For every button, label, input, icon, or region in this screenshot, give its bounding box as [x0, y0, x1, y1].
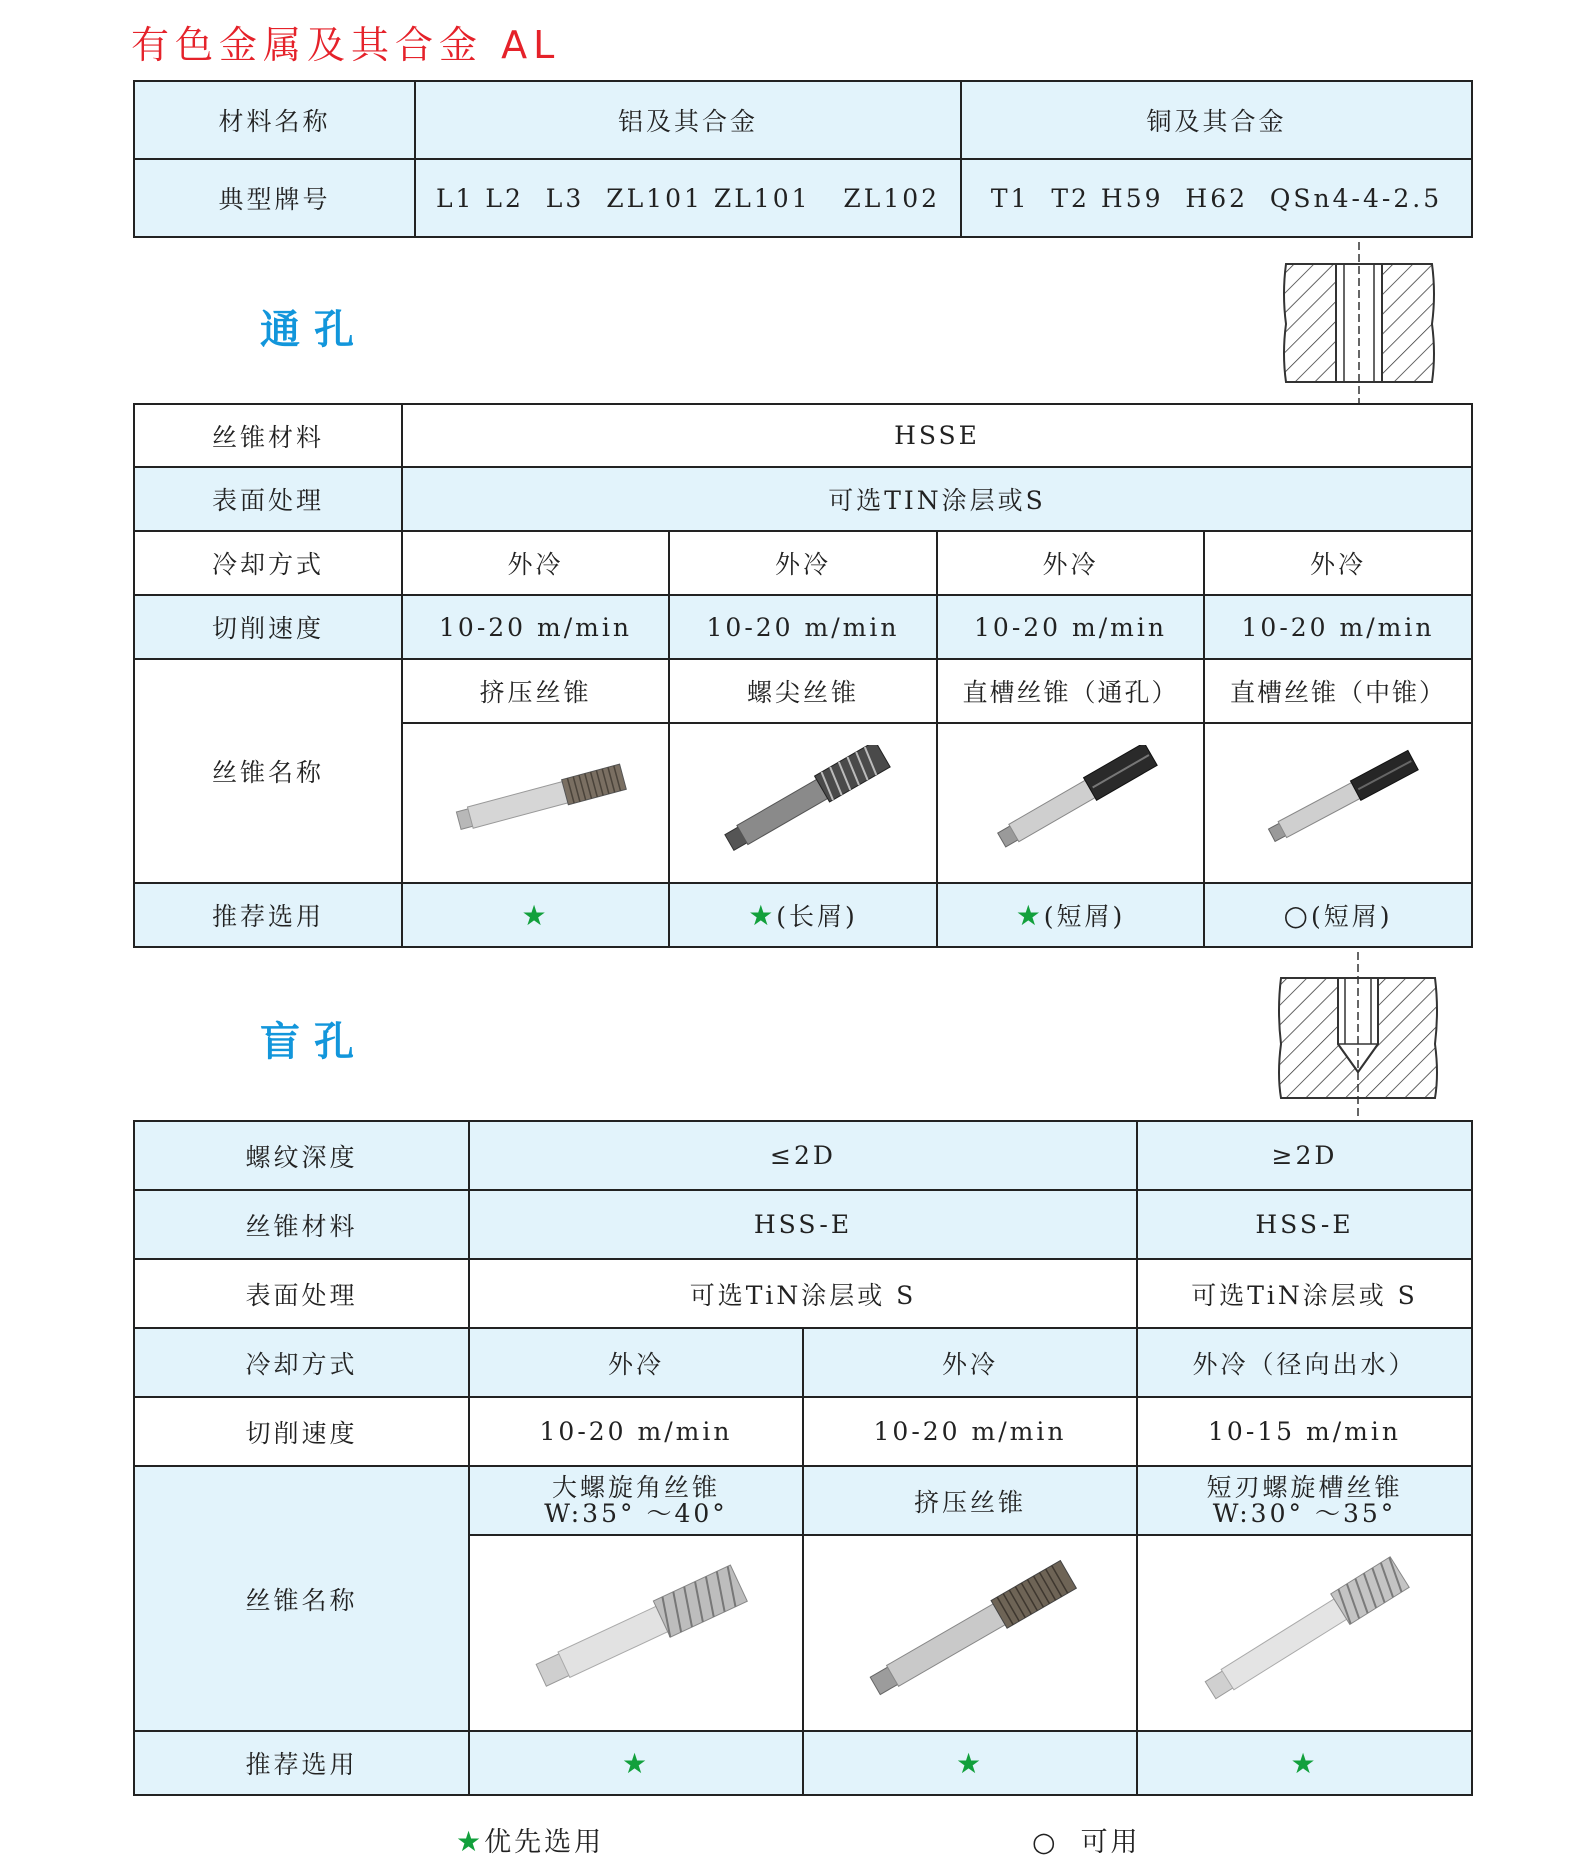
cooling-row: [134, 531, 1472, 595]
circle-icon: ○: [1283, 899, 1311, 932]
forming-tap-blind-image: [803, 1535, 1137, 1731]
star-icon: ★: [521, 898, 550, 932]
copper-grades-cell: T1 T2 H59 H62 QSn4-4-2.5: [961, 159, 1472, 237]
through-hole-table: [133, 403, 1473, 948]
surface-treatment-label: 表面处理: [134, 467, 402, 531]
tap-name-label: 丝锥名称: [134, 1466, 469, 1731]
surface-treatment-cell: 可选TiN涂层或 S: [469, 1259, 1137, 1328]
surface-treatment-row: [134, 1259, 1472, 1328]
cooling-cell: 外冷: [1204, 531, 1472, 595]
tap-name-cell: 短刃螺旋槽丝锥 W:30° ～35°: [1137, 1466, 1472, 1535]
typical-grade-label: 典型牌号: [134, 159, 415, 237]
through-hole-section-title: 通孔: [260, 307, 368, 353]
typical-grade-row: [134, 159, 1472, 237]
tap-material-label: 丝锥材料: [134, 1190, 469, 1259]
cutting-speed-label: 切削速度: [134, 595, 402, 659]
recommend-label: 推荐选用: [134, 883, 402, 947]
depth-cell: ≥2D: [1137, 1121, 1472, 1190]
circle-icon: ○: [1032, 1827, 1059, 1858]
surface-treatment-label: 表面处理: [134, 1259, 469, 1328]
tap-name-cell: 直槽丝锥（通孔）: [937, 659, 1204, 723]
cutting-speed-label: 切削速度: [134, 1397, 469, 1466]
star-icon: ★: [1015, 899, 1044, 932]
material-name-label: 材料名称: [134, 81, 415, 159]
tap-name-row: [134, 1466, 1472, 1535]
star-icon: ★: [456, 1825, 485, 1858]
short-spiral-flute-tap-image: [1137, 1535, 1472, 1731]
cooling-cell: 外冷: [669, 531, 937, 595]
tap-material-label: 丝锥材料: [134, 404, 402, 467]
speed-cell: 10-20 m/min: [402, 595, 669, 659]
cooling-cell: 外冷（径向出水）: [1137, 1328, 1472, 1397]
surface-treatment-cell: 可选TiN涂层或 S: [1137, 1259, 1472, 1328]
tap-material-row: [134, 404, 1472, 467]
material-name-row: [134, 81, 1472, 159]
legend-preferred: ★优先选用: [456, 1825, 605, 1858]
star-icon: ★: [748, 899, 777, 932]
tap-name-cell: 挤压丝锥: [402, 659, 669, 723]
recommend-label: 推荐选用: [134, 1731, 469, 1795]
tap-name-label: 丝锥名称: [134, 659, 402, 883]
tap-material-row: [134, 1190, 1472, 1259]
page-title: 有色金属及其合金 AL: [131, 23, 561, 67]
cooling-row: [134, 1328, 1472, 1397]
recommend-row: [134, 883, 1472, 947]
surface-treatment-row: [134, 467, 1472, 531]
recommend-cell: ★(短屑): [937, 883, 1204, 947]
tap-material-value: HSSE: [402, 404, 1472, 467]
recommend-cell: ★(长屑): [669, 883, 937, 947]
tap-name-cell: 大螺旋角丝锥 W:35° ～40°: [469, 1466, 803, 1535]
straight-flute-intermediate-tap-image: [1204, 723, 1472, 883]
aluminum-alloy-cell: 铝及其合金: [415, 81, 961, 159]
material-table: [133, 80, 1473, 238]
spiral-point-tap-image: [669, 723, 937, 883]
thread-depth-row: [134, 1121, 1472, 1190]
cutting-speed-row: [134, 1397, 1472, 1466]
speed-cell: 10-15 m/min: [1137, 1397, 1472, 1466]
straight-flute-through-tap-image: [937, 723, 1204, 883]
cooling-cell: 外冷: [402, 531, 669, 595]
tap-name-cell: 挤压丝锥: [803, 1466, 1137, 1535]
speed-cell: 10-20 m/min: [803, 1397, 1137, 1466]
speed-cell: 10-20 m/min: [469, 1397, 803, 1466]
recommend-cell: [1137, 1731, 1472, 1795]
speed-cell: 10-20 m/min: [1204, 595, 1472, 659]
tap-material-cell: HSS-E: [1137, 1190, 1472, 1259]
blind-hole-section-title: 盲孔: [260, 1019, 368, 1065]
tap-name-cell: 直槽丝锥（中锥）: [1204, 659, 1472, 723]
star-icon: ★: [621, 1746, 651, 1780]
tap-name-cell: 螺尖丝锥: [669, 659, 937, 723]
blind-hole-diagram-icon: [1275, 950, 1450, 1120]
cooling-cell: 外冷: [803, 1328, 1137, 1397]
speed-cell: 10-20 m/min: [669, 595, 937, 659]
cooling-label: 冷却方式: [134, 1328, 469, 1397]
recommend-cell: [469, 1731, 803, 1795]
recommend-row: [134, 1731, 1472, 1795]
recommend-cell: ○(短屑): [1204, 883, 1472, 947]
recommend-cell: [803, 1731, 1137, 1795]
star-icon: ★: [1290, 1746, 1319, 1780]
forming-tap-image: [402, 723, 669, 883]
surface-treatment-value: 可选TIN涂层或S: [402, 467, 1472, 531]
high-helix-tap-image: [469, 1535, 803, 1731]
blind-hole-table: [133, 1120, 1473, 1796]
tap-name-row: [134, 659, 1472, 723]
thread-depth-label: 螺纹深度: [134, 1121, 469, 1190]
recommend-cell: [402, 883, 669, 947]
depth-cell: ≤2D: [469, 1121, 1137, 1190]
cooling-cell: 外冷: [937, 531, 1204, 595]
cooling-label: 冷却方式: [134, 531, 402, 595]
legend-available: ○ 可用: [1032, 1827, 1141, 1858]
copper-alloy-cell: 铜及其合金: [961, 81, 1472, 159]
cutting-speed-row: [134, 595, 1472, 659]
speed-cell: 10-20 m/min: [937, 595, 1204, 659]
tap-material-cell: HSS-E: [469, 1190, 1137, 1259]
through-hole-diagram-icon: [1280, 238, 1450, 410]
cooling-cell: 外冷: [469, 1328, 803, 1397]
aluminum-grades-cell: L1 L2 L3 ZL101 ZL101 ZL102: [415, 159, 961, 237]
star-icon: ★: [955, 1746, 985, 1780]
